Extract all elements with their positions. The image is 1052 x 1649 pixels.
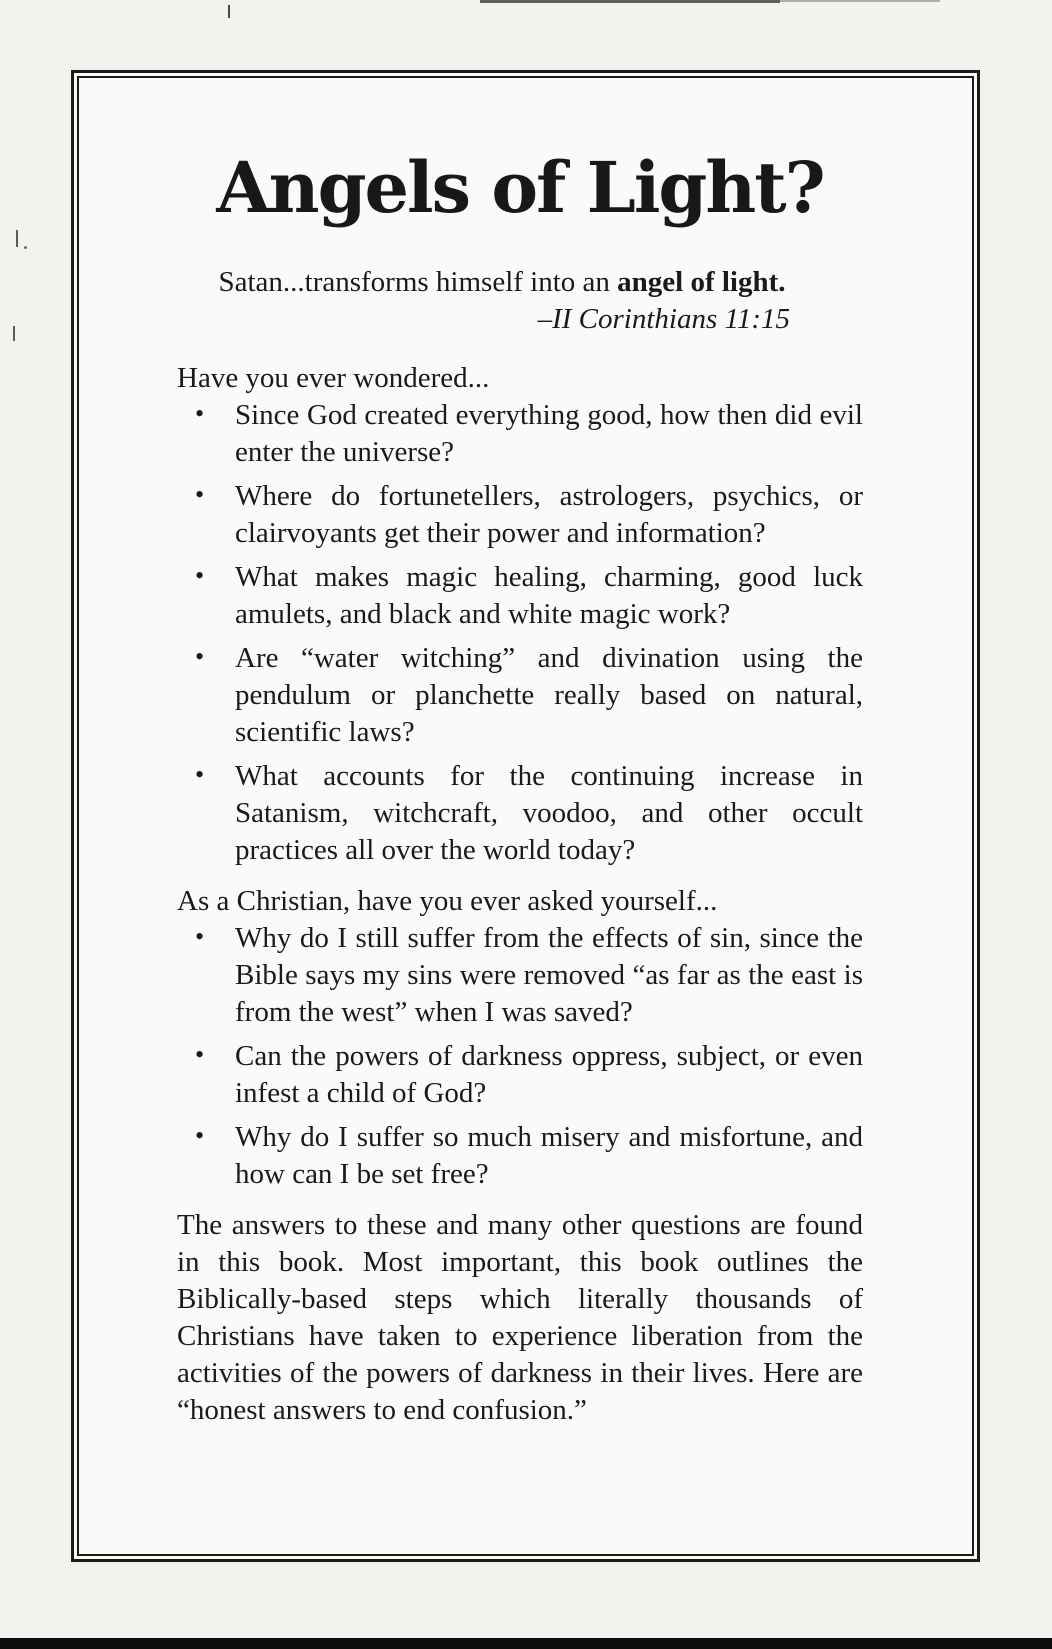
- scan-artifact-top-smudge-light: [780, 0, 940, 2]
- bullet-dot-icon: •: [195, 399, 205, 428]
- bullet-list: [177, 920, 863, 1193]
- bullet-dot-icon: •: [195, 1040, 205, 1069]
- bullet-dot-icon: •: [195, 1121, 205, 1150]
- section-heading: Have you ever wondered...: [177, 362, 490, 394]
- scan-artifact-bottom-strip: [0, 1638, 1052, 1649]
- epigraph-attribution: –II Corinthians 11:15: [537, 303, 790, 335]
- bullet-text: Can the powers of darkness oppress, subject, or even infest a child of God?: [235, 1040, 863, 1109]
- bullet-text: Since God created everything good, how then did evil enter the universe?: [235, 399, 863, 468]
- scan-artifact-top-tick: [228, 5, 230, 18]
- bullet-item: [195, 559, 863, 633]
- section-wondered: [177, 360, 863, 869]
- bullet-dot-icon: •: [195, 480, 205, 509]
- bullet-list: [177, 397, 863, 869]
- bullet-text: What accounts for the continuing increase in Satanism, witchcraft, voodoo, and other occult practices all over the world today?: [235, 760, 863, 866]
- bullet-item: [195, 920, 863, 1031]
- closing-paragraph: The answers to these and many other questions are found in this book. Most important, this book outlines the Biblically-based steps which literally thousands of Christians have taken to experience liberation from the activities of the powers of darkness in their lives. Here are “honest answers to end confusion.”: [177, 1209, 863, 1426]
- bullet-dot-icon: •: [195, 642, 205, 671]
- bullet-text: Why do I still suffer from the effects of sin, since the Bible says my sins were removed “as far as the east is from the west” when I was saved?: [235, 922, 863, 1028]
- epigraph-quote-bold: angel of light.: [617, 266, 786, 298]
- bullet-item: [195, 758, 863, 869]
- scan-artifact-left-tick: [13, 326, 15, 341]
- scan-artifact-top-smudge: [480, 0, 780, 3]
- scan-artifact-left-dot: [24, 246, 27, 249]
- bullet-text: Where do fortunetellers, astrologers, psychics, or clairvoyants get their power and information?: [235, 480, 863, 549]
- section-heading: As a Christian, have you ever asked yourself...: [177, 885, 718, 917]
- epigraph: [177, 264, 863, 338]
- bullet-item: [195, 640, 863, 751]
- bullet-item: [195, 397, 863, 471]
- bullet-item: [195, 478, 863, 552]
- bullet-dot-icon: •: [195, 760, 205, 789]
- bullet-dot-icon: •: [195, 922, 205, 951]
- bullet-dot-icon: •: [195, 561, 205, 590]
- bullet-text: Are “water witching” and divination using the pendulum or planchette really based on natural, scientific laws?: [235, 642, 863, 748]
- epigraph-quote-regular: Satan...transforms himself into an: [218, 266, 618, 298]
- bullet-text: What makes magic healing, charming, good luck amulets, and black and white magic work?: [235, 561, 863, 630]
- bullet-text: Why do I suffer so much misery and misfortune, and how can I be set free?: [235, 1121, 863, 1190]
- section-asked-yourself: [177, 883, 863, 1193]
- page-title: Angels of Light?: [216, 146, 824, 229]
- page-content: [177, 146, 863, 1429]
- bullet-item: [195, 1038, 863, 1112]
- bullet-item: [195, 1119, 863, 1193]
- scan-artifact-left-tick: [16, 230, 18, 247]
- epigraph-quote: [177, 264, 863, 301]
